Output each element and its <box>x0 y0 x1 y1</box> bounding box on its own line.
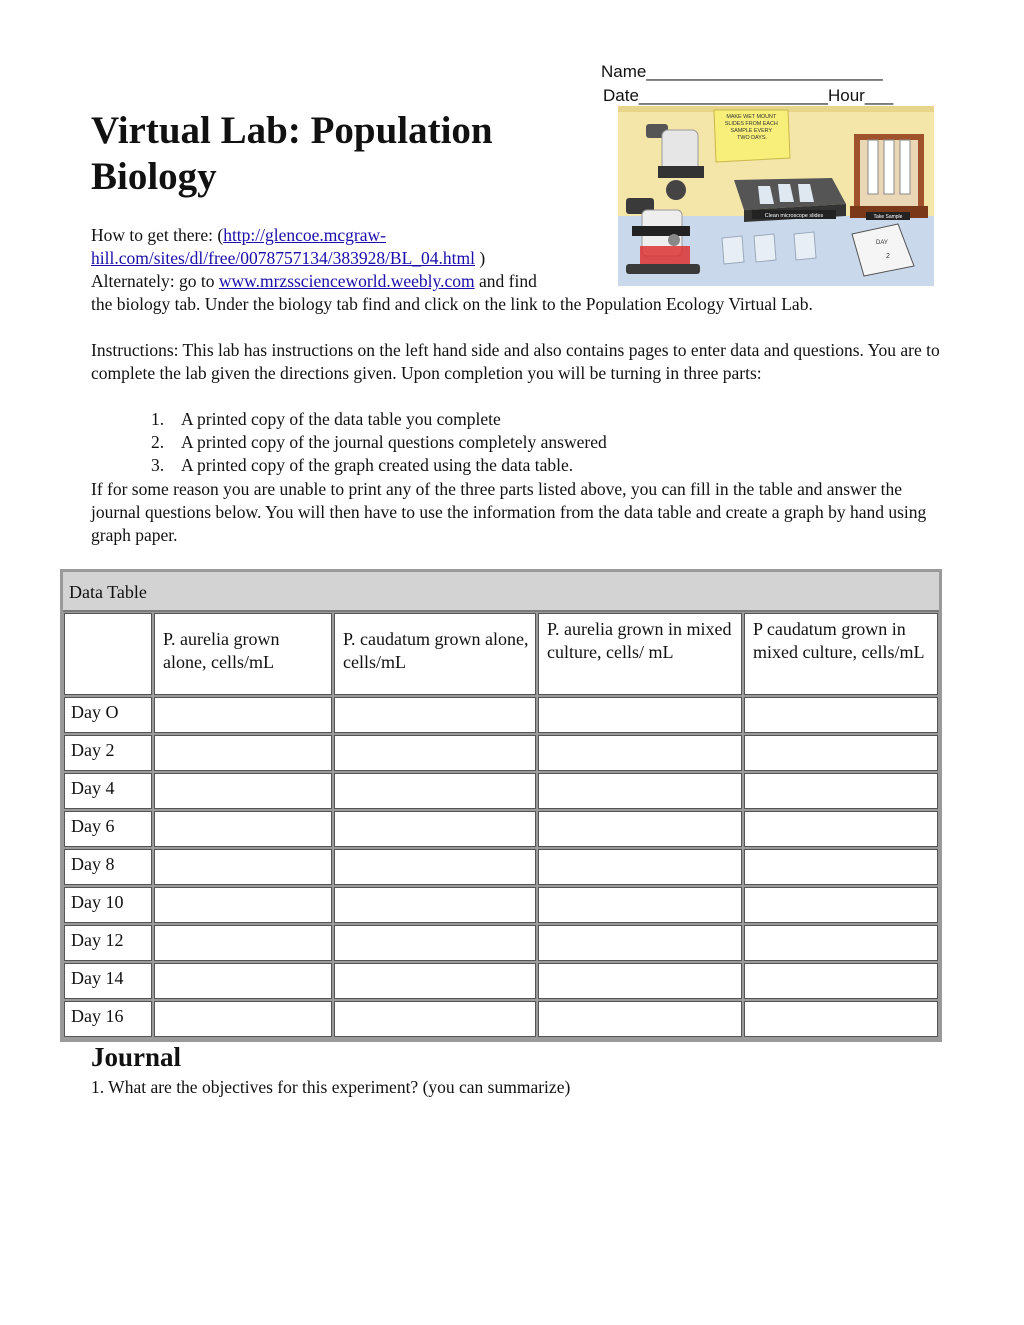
table-data-cell[interactable] <box>334 849 536 885</box>
table-data-cell[interactable] <box>538 773 742 809</box>
instructions-paragraph: Instructions: This lab has instructions on the left hand side and also contains pages to enter data and questions. You are to complete the lab given the directions given. Upon completion you will be turning in three parts: <box>91 340 940 383</box>
how-to-get-there <box>91 224 611 293</box>
table-row-label: Day 6 <box>64 811 152 847</box>
table-data-cell[interactable] <box>744 887 938 923</box>
table-data-cell[interactable] <box>154 925 332 961</box>
instruction-note <box>714 110 790 162</box>
table-data-cell[interactable] <box>334 773 536 809</box>
table-header-cell: P caudatum grown in mixed culture, cells/mL <box>744 613 938 695</box>
table-data-cell[interactable] <box>744 963 938 999</box>
table-row-label: Day 10 <box>64 887 152 923</box>
table-data-cell[interactable] <box>744 811 938 847</box>
table-data-cell[interactable] <box>154 811 332 847</box>
table-data-cell[interactable] <box>154 963 332 999</box>
table-header-cell: P. aurelia grown alone, cells/mL <box>154 613 332 695</box>
table-data-cell[interactable] <box>538 1001 742 1037</box>
table-row-label: Day 16 <box>64 1001 152 1037</box>
table-data-cell[interactable] <box>154 1001 332 1037</box>
fallback-instructions: If for some reason you are unable to print any of the three parts listed above, you can fill in the table and answer the journal questions below. You will then have to use the information from the data table and create a graph by hand using graph paper. <box>91 479 927 545</box>
table-data-cell[interactable] <box>154 735 332 771</box>
alt-prefix: Alternately: go to <box>91 271 219 291</box>
table-data-cell[interactable] <box>538 963 742 999</box>
table-data-cell[interactable] <box>334 735 536 771</box>
loose-slides <box>722 232 816 264</box>
how-prefix: How to get there: ( <box>91 225 224 245</box>
table-data-cell[interactable] <box>538 925 742 961</box>
table-row-label: Day 4 <box>64 773 152 809</box>
slides-tray[interactable] <box>734 178 846 222</box>
table-data-cell[interactable] <box>154 887 332 923</box>
table-header-cell: P. aurelia grown in mixed culture, cells/ mL <box>538 613 742 695</box>
table-data-cell[interactable] <box>744 773 938 809</box>
slides-label: Clean microscope slides <box>764 213 824 219</box>
how-suffix: ) <box>475 248 486 268</box>
table-data-cell[interactable] <box>334 1001 536 1037</box>
day-card-number: 2 <box>886 253 890 260</box>
table-data-cell[interactable] <box>334 697 536 733</box>
table-data-cell[interactable] <box>334 887 536 923</box>
page-title: Virtual Lab: Population Biology <box>91 109 493 198</box>
table-data-cell[interactable] <box>154 697 332 733</box>
biology-tab-directions: the biology tab. Under the biology tab find and click on the link to the Population Ecology Virtual Lab. <box>91 294 813 314</box>
date-hour-field-line[interactable]: Date____________________Hour___ <box>603 86 894 105</box>
day-card-label: DAY <box>876 240 888 246</box>
table-data-cell[interactable] <box>154 773 332 809</box>
table-row-label: Day 8 <box>64 849 152 885</box>
table-header-cell: P. caudatum grown alone, cells/mL <box>334 613 536 695</box>
list-item: 1. A printed copy of the data table you complete <box>151 409 501 429</box>
table-data-cell[interactable] <box>538 849 742 885</box>
table-data-cell[interactable] <box>334 925 536 961</box>
table-data-cell[interactable] <box>744 735 938 771</box>
table-data-cell[interactable] <box>334 963 536 999</box>
table-data-cell[interactable] <box>334 811 536 847</box>
name-field-line[interactable]: Name_________________________ <box>601 62 883 81</box>
svg-text:MAKE WET MOUNT SLIDES FR: MAKE WET MOUNT SLIDES FROM EACH SAMPLE EVERY TWO DAYS. <box>724 114 778 141</box>
table-row-label: Day 12 <box>64 925 152 961</box>
table-data-cell[interactable] <box>154 849 332 885</box>
table-data-cell[interactable] <box>744 925 938 961</box>
test-tube-rack[interactable] <box>850 134 928 220</box>
table-data-cell[interactable] <box>538 811 742 847</box>
take-sample-label: Take Sample <box>873 214 903 220</box>
data-table-title: Data Table <box>63 572 939 612</box>
journal-question-1: 1. What are the objectives for this experiment? (you can summarize) <box>91 1077 571 1097</box>
alt-suffix: and find <box>474 271 537 291</box>
table-row-label: Day O <box>64 697 152 733</box>
table-header-corner <box>64 613 152 695</box>
table-data-cell[interactable] <box>538 735 742 771</box>
list-item: 2. A printed copy of the journal questions completely answered <box>151 432 607 452</box>
virtual-lab-illustration <box>618 106 934 286</box>
table-row-label: Day 2 <box>64 735 152 771</box>
table-data-cell[interactable] <box>744 1001 938 1037</box>
table-data-cell[interactable] <box>744 849 938 885</box>
journal-heading: Journal <box>91 1042 182 1072</box>
list-item: 3. A printed copy of the graph created using the data table. <box>151 455 574 475</box>
parts-list <box>151 408 851 477</box>
glencoe-lab-link[interactable]: http://glencoe.mcgraw-hill.com/sites/dl/free/0078757134/383928/BL_04.html <box>91 225 476 268</box>
data-table <box>60 569 942 1042</box>
table-data-cell[interactable] <box>538 887 742 923</box>
mrzsscienceworld-link[interactable]: www.mrzsscienceworld.weebly.com <box>218 271 475 291</box>
table-data-cell[interactable] <box>538 697 742 733</box>
table-data-cell[interactable] <box>744 697 938 733</box>
table-row-label: Day 14 <box>64 963 152 999</box>
